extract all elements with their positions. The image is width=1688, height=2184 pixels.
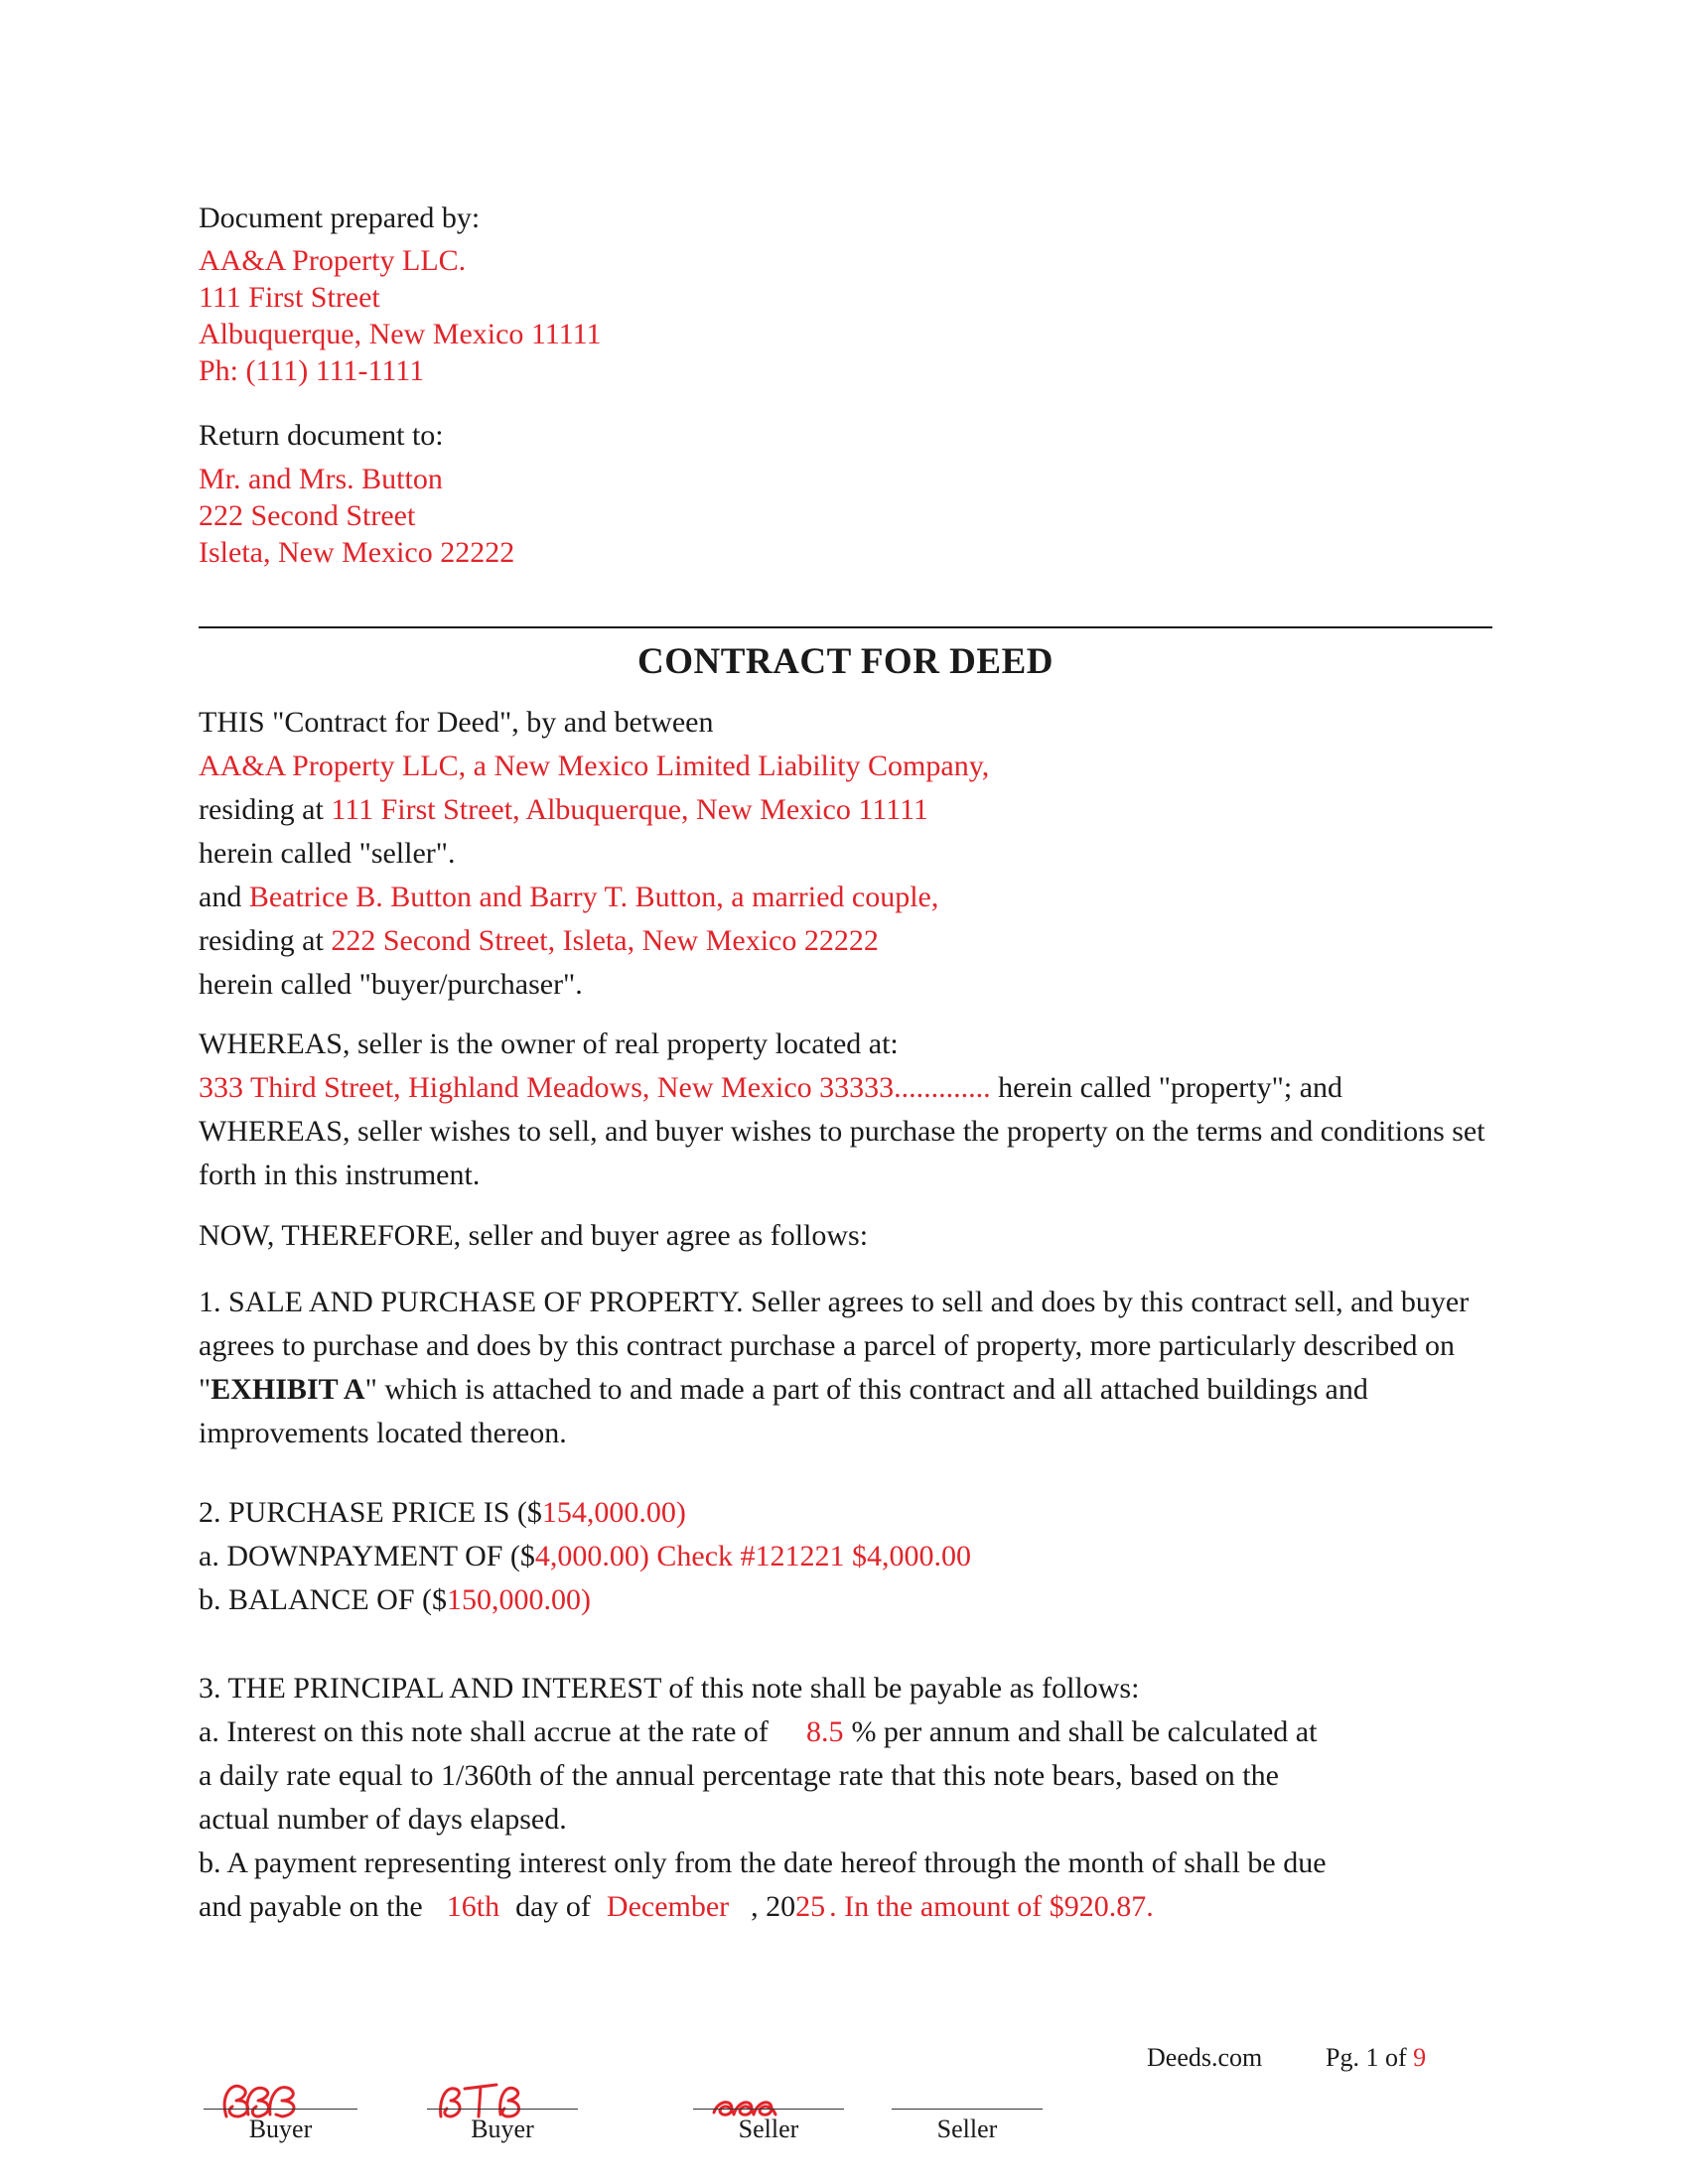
seller-1-label: Seller — [738, 2115, 799, 2143]
buyer-2-signature-line[interactable] — [427, 2109, 578, 2110]
page-number: Pg. 1 of 9 — [1326, 2043, 1427, 2072]
buyer-intro: and Beatrice B. Button and Barry T. Button, a married couple, — [199, 881, 939, 913]
parties-intro: THIS "Contract for Deed", by and between — [199, 706, 714, 739]
return-street: 222 Second Street — [199, 499, 416, 532]
balance-value: 150,000.00) — [447, 1583, 592, 1616]
exhibit-reference: EXHIBIT A — [211, 1373, 365, 1406]
downpayment-value: 4,000.00) Check #121221 $4,000.00 — [534, 1540, 972, 1572]
seller-1-signature-line[interactable] — [693, 2109, 844, 2110]
payment-month: December — [606, 1890, 730, 1923]
return-city: Isleta, New Mexico 22222 — [199, 536, 515, 569]
prepared-by-label: Document prepared by: — [199, 202, 481, 234]
seller-address: 111 First Street, Albuquerque, New Mexico 11111 — [331, 793, 928, 826]
interest-line-2: a daily rate equal to 1/360th of the annual percentage rate that this note bears, based on the — [199, 1759, 1279, 1792]
interest-rate-line: a. Interest on this note shall accrue at the rate of 8.5 % per annum and shall be calculated at — [199, 1715, 1318, 1748]
document-title: CONTRACT FOR DEED — [637, 641, 1054, 682]
payment-line-1: b. A payment representing interest only from the date hereof through the month of shall be due — [199, 1846, 1327, 1879]
seller-2-label: Seller — [936, 2115, 998, 2143]
seller-name: AA&A Property LLC, a New Mexico Limited Liability Company, — [199, 750, 990, 782]
whereas-line1: WHEREAS, seller is the owner of real property located at: — [199, 1027, 899, 1060]
interest-rate-value: 8.5 — [805, 1715, 844, 1748]
preparer-name: AA&A Property LLC. — [199, 244, 467, 277]
buyer-1-label: Buyer — [248, 2115, 313, 2143]
payment-amount: . In the amount of $920.87. — [829, 1890, 1154, 1923]
preparer-city: Albuquerque, New Mexico 11111 — [199, 318, 602, 350]
section-3-heading: 3. THE PRINCIPAL AND INTEREST of this note shall be payable as follows: — [199, 1672, 1140, 1705]
buyer-called: herein called "buyer/purchaser". — [199, 968, 583, 1001]
section-1-paragraph: 1. SALE AND PURCHASE OF PROPERTY. Seller agrees to sell and does by this contract sell, and buyer agrees to purchase and does by this contract purchase a parcel of property, more particularly described on "EXHIBIT A" which is attached to and made a part of this contract and all attached buildings and improvements located thereon. — [199, 1286, 1470, 1449]
buyer-address: 222 Second Street, Isleta, New Mexico 22222 — [331, 924, 879, 957]
return-to-label: Return document to: — [199, 419, 444, 452]
payment-year: 25 — [795, 1890, 826, 1923]
purchase-price-value: 154,000.00) — [541, 1496, 686, 1529]
buyer-residing: residing at 222 Second Street, Isleta, New Mexico 22222 — [199, 924, 879, 957]
downpayment: a. DOWNPAYMENT OF ($4,000.00) Check #121221 $4,000.00 — [199, 1540, 972, 1572]
seller-2-signature-line[interactable] — [892, 2109, 1043, 2110]
payment-day: 16th — [446, 1890, 500, 1923]
payment-date-line: and payable on the 16th day of December , 2025 . In the amount of $920.87. — [199, 1890, 1154, 1923]
buyer-2-label: Buyer — [471, 2115, 534, 2143]
seller-called: herein called "seller". — [199, 837, 456, 870]
header-divider — [199, 626, 1492, 628]
buyer-name: Beatrice B. Button and Barry T. Button, a married couple, — [248, 881, 939, 913]
balance: b. BALANCE OF ($150,000.00) — [199, 1583, 592, 1616]
buyer-1-signature-line[interactable] — [204, 2109, 357, 2110]
purchase-price: 2. PURCHASE PRICE IS ($154,000.00) — [199, 1496, 686, 1529]
property-address: 333 Third Street, Highland Meadows, New Mexico 33333............. — [199, 1071, 991, 1104]
interest-line-3: actual number of days elapsed. — [199, 1803, 567, 1836]
seller-residing: residing at 111 First Street, Albuquerque, New Mexico 11111 — [199, 793, 928, 826]
preparer-street: 111 First Street — [199, 281, 380, 314]
now-therefore: NOW, THEREFORE, seller and buyer agree as follows: — [199, 1219, 869, 1252]
whereas-paragraph: 333 Third Street, Highland Meadows, New Mexico 33333............. herein called "property"; and WHEREAS, seller wishes to sell, and buyer wishes to purchase the property on the terms and conditions set forth in this instrument. — [199, 1071, 1485, 1191]
footer-site: Deeds.com — [1147, 2043, 1263, 2072]
return-name: Mr. and Mrs. Button — [199, 463, 443, 495]
preparer-phone: Ph: (111) 111-1111 — [199, 354, 425, 387]
